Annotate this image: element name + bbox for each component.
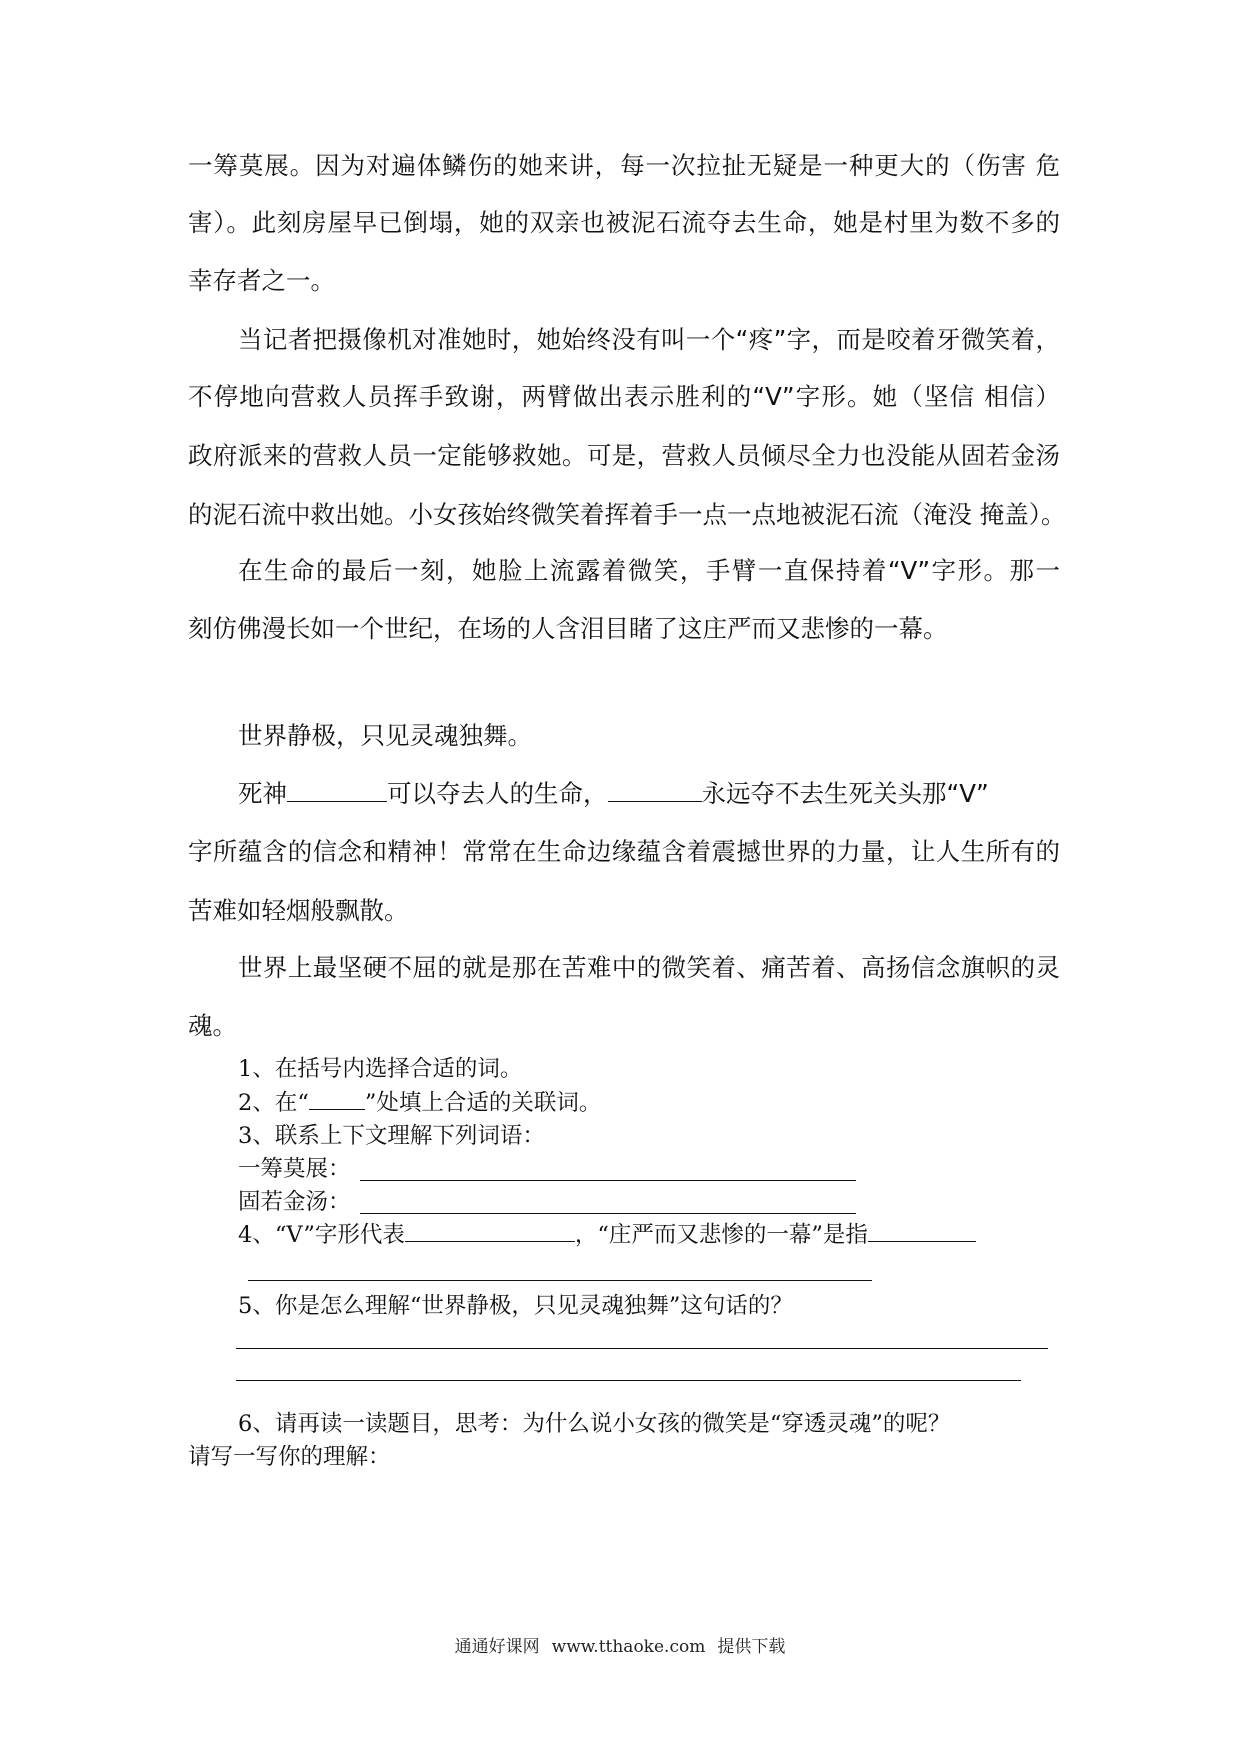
passage-line: 的泥石流中救出她。小女孩始终微笑着挥着手一点一点地被泥石流（淹没 掩盖）。 — [188, 500, 1066, 529]
question-text: ，“庄严而又悲惨的一幕”是指 — [574, 1222, 868, 1248]
question-5: 5、你是怎么理解“世界静极，只见灵魂独舞”这句话的？ — [238, 1293, 793, 1319]
answer-line-word-2[interactable] — [360, 1213, 856, 1214]
footer-site-name: 通通好课网 — [454, 1637, 540, 1657]
question-1: 1、在括号内选择合适的词。 — [238, 1056, 523, 1082]
conjunction-blank-2[interactable] — [608, 775, 702, 802]
passage-line: 政府派来的营救人员一定能够救她。可是，营救人员倾尽全力也没能从固若金汤 — [188, 441, 1060, 470]
question-3-word-2: 固若金汤： — [238, 1189, 351, 1215]
passage-line: 世界上最坚硬不屈的就是那在苦难中的微笑着、痛苦着、高扬信念旗帜的灵 — [238, 953, 1060, 982]
passage-line: 不停地向营救人员挥手致谢，两臂做出表示胜利的“V”字形。她（坚信 相信） — [188, 382, 1060, 411]
passage-line: 苦难如轻烟般飘散。 — [188, 896, 409, 925]
question-text: 2、在“ — [238, 1090, 309, 1116]
question-3-word-1: 一筹莫展： — [238, 1156, 351, 1182]
passage-line: 一筹莫展。因为对遍体鳞伤的她来讲，每一次拉扯无疑是一种更大的（伤害 危 — [188, 151, 1060, 180]
passage-fragment: 永远夺不去生死关头那“V” — [701, 779, 989, 808]
question-6-continued: 请写一写你的理解： — [188, 1444, 391, 1470]
passage-line-with-blanks — [238, 774, 1060, 814]
example-blank — [309, 1089, 365, 1110]
question-text: 4、“V”字形代表 — [238, 1222, 405, 1248]
question-2 — [238, 1087, 601, 1119]
footer-url[interactable]: www.tthaoke.com — [551, 1637, 706, 1657]
passage-line: 字所蕴含的信念和精神！常常在生命边缘蕴含着震撼世界的力量，让人生所有的 — [188, 837, 1060, 866]
passage-fragment: 死神 — [238, 779, 287, 808]
answer-line-word-1[interactable] — [360, 1180, 856, 1181]
passage-line: 世界静极，只见灵魂独舞。 — [238, 721, 532, 750]
question-3: 3、联系上下文理解下列词语： — [238, 1123, 545, 1149]
answer-line-q4[interactable] — [248, 1280, 872, 1281]
question-4 — [238, 1219, 976, 1251]
footer-note: 提供下载 — [717, 1637, 786, 1657]
passage-line: 当记者把摄像机对准她时，她始终没有叫一个“疼”字，而是咬着牙微笑着， — [238, 325, 1060, 354]
passage-line: 害）。此刻房屋早已倒塌，她的双亲也被泥石流夺去生命，她是村里为数不多的 — [188, 208, 1060, 237]
answer-line-q5-2[interactable] — [236, 1380, 1021, 1381]
passage-line: 魂。 — [188, 1011, 237, 1040]
page-footer — [0, 1632, 1240, 1657]
passage-line: 幸存者之一。 — [188, 266, 335, 295]
question-6: 6、请再读一读题目，思考：为什么说小女孩的微笑是“穿透灵魂”的呢？ — [238, 1411, 951, 1437]
answer-blank-v-shape[interactable] — [405, 1221, 575, 1242]
conjunction-blank-1[interactable] — [287, 775, 387, 802]
question-text: ”处填上合适的关联词。 — [364, 1090, 602, 1116]
passage-line: 在生命的最后一刻，她脸上流露着微笑，手臂一直保持着“V”字形。那一 — [238, 556, 1060, 585]
passage-line: 刻仿佛漫长如一个世纪，在场的人含泪目睹了这庄严而又悲惨的一幕。 — [188, 614, 948, 643]
answer-line-q5-1[interactable] — [236, 1348, 1048, 1349]
answer-blank-scene[interactable] — [868, 1221, 976, 1242]
passage-fragment: 可以夺去人的生命， — [387, 779, 608, 808]
